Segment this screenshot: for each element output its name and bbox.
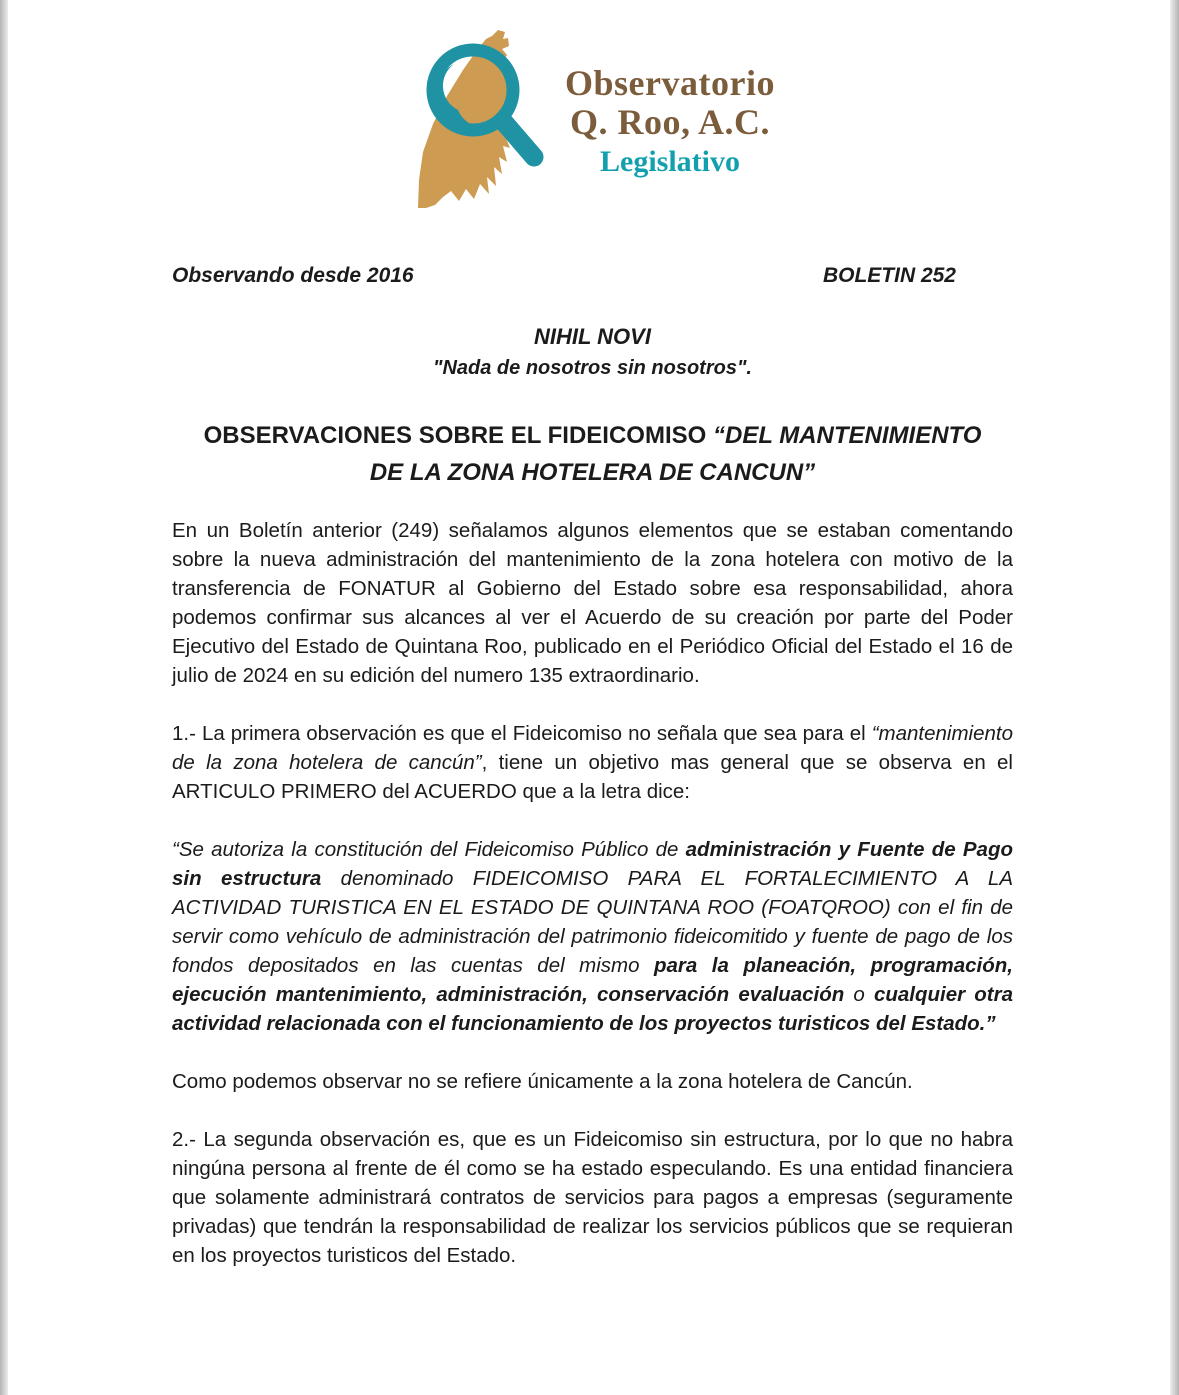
paragraph-observation-2: 2.- La segunda observación es, que es un Fideicomiso sin estructura, por lo que no habra ningúna persona al frente de él como se ha estado especulando. Es una entidad financiera que solamente administrará contratos de servicios para pagos a empresas (seguramente privadas) que tendrán la responsabilidad de realizar los servicios públicos que se requieran en los proyectos turisticos del Estado.: [172, 1128, 1013, 1267]
page-left-edge: [0, 0, 8, 1395]
bulletin-number: BOLETIN 252: [822, 264, 956, 287]
motto-quote: "Nada de nosotros sin nosotros".: [432, 357, 752, 379]
page-right-edge: [1170, 0, 1179, 1395]
motto-title: NIHIL NOVI: [534, 324, 651, 349]
paragraph-intro: En un Boletín anterior (249) señalamos algunos elementos que se estaban comentando sobre la nueva administración del mantenimiento de la zona hotelera con motivo de la transferencia de FONATUR al Gobierno del Estado sobre esa responsabilidad, ahora podemos confirmar sus alcances al ver el Acuerdo de su creación por parte del Poder Ejecutivo del Estado de Quintana Roo, publicado en el Periódico Oficial del Estado el 16 de julio de 2024 en su edición del numero 135 extraordinario.: [172, 519, 1013, 687]
tagline: Observando desde 2016: [172, 264, 414, 287]
org-subtitle: Legislativo: [600, 145, 740, 178]
document-title-line-1: OBSERVACIONES SOBRE EL FIDEICOMISO “DEL MANTENIMIENTO: [203, 422, 982, 449]
paragraph-observation-1: 1.- La primera observación es que el Fideicomiso no señala que sea para el “mantenimiento de la zona hotelera de cancún”, tiene un objetivo mas general que se observa en el ARTICULO PRIMERO del ACUERDO que a la letra dice:: [172, 722, 1013, 803]
org-name-line2: Q. Roo, A.C.: [569, 102, 770, 142]
document-title: [172, 417, 1013, 491]
document-title-line-2: DE LA ZONA HOTELERA DE CANCUN”: [369, 459, 816, 486]
header-meta-row: [172, 264, 1013, 288]
paragraph-quote-article: “Se autoriza la constitución del Fideicomiso Público de administración y Fuente de Pago sin estructura denominado FIDEICOMISO PARA EL FORTALECIMIENTO A LA ACTIVIDAD TURISTICA EN EL ESTADO DE QUINTANA ROO (FOATQROO) con el fin de servir como vehículo de administración del patrimonio fideicomitido y fuente de pago de los fondos depositados en las cuentas del mismo para la planeación, programación, ejecución mantenimiento, administración, conservación evaluación o cualquier otra actividad relacionada con el funcionamiento de los proyectos turisticos del Estado.”: [172, 838, 1014, 1035]
org-name-line1: Observatorio: [565, 63, 775, 103]
page-content: [172, 0, 1013, 1270]
org-logo-text: [565, 64, 775, 179]
org-logo: [172, 28, 1013, 214]
magnifier-over-quintana-roo-map-icon: [410, 28, 555, 214]
paragraph-comment: Como podemos observar no se refiere únicamente a la zona hotelera de Cancún.: [172, 1070, 913, 1093]
